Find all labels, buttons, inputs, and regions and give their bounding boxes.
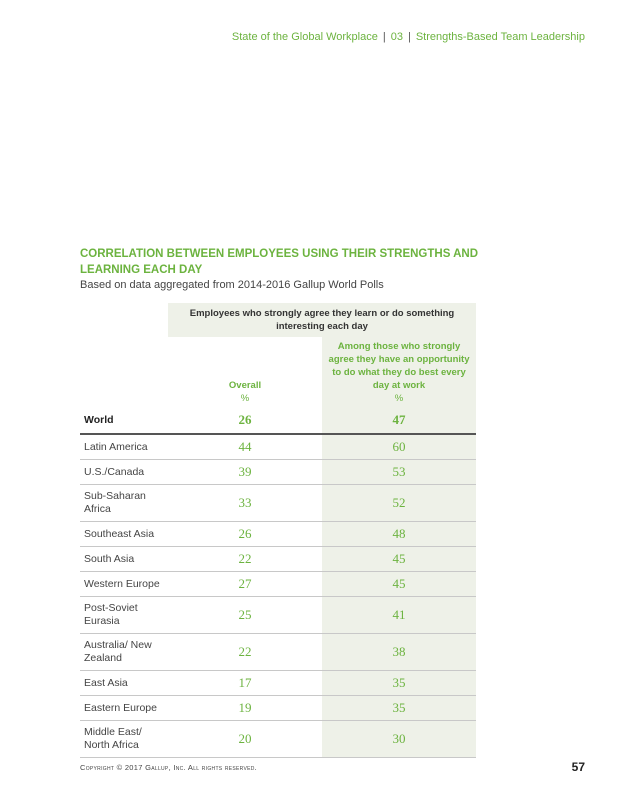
- among-value: 30: [322, 721, 476, 758]
- header-section-number: 03: [390, 31, 403, 43]
- overall-value: 19: [168, 696, 322, 721]
- table-row: [80, 721, 476, 758]
- among-value: 45: [322, 572, 476, 597]
- overall-value: 25: [168, 597, 322, 634]
- table-row: [80, 671, 476, 696]
- overall-value: 22: [168, 547, 322, 572]
- figure-title: CORRELATION BETWEEN EMPLOYEES USING THEIR STRENGTHS AND LEARNING EACH DAY: [80, 248, 479, 276]
- correlation-table: [80, 303, 476, 758]
- region-name: World: [80, 407, 168, 434]
- header-separator: |: [407, 31, 411, 43]
- table-row: [80, 434, 476, 460]
- among-value: 52: [322, 485, 476, 522]
- column-header-overall-unit: %: [240, 393, 250, 404]
- among-value: 41: [322, 597, 476, 634]
- among-value: 53: [322, 460, 476, 485]
- table-row: [80, 572, 476, 597]
- table-corner-blank: [80, 303, 168, 337]
- among-value: 48: [322, 522, 476, 547]
- column-header-among: [322, 337, 476, 407]
- overall-value: 33: [168, 485, 322, 522]
- column-header-among-label: Among those who strongly agree they have an opportunity to do what they do best every day at work: [328, 341, 470, 391]
- overall-value: 26: [168, 522, 322, 547]
- overall-value: 26: [168, 407, 322, 434]
- region-name: Post-Soviet Eurasia: [80, 597, 168, 634]
- column-header-overall-label: Overall: [228, 380, 262, 391]
- header-report-title: State of the Global Workplace: [231, 31, 378, 43]
- column-header-overall: [168, 337, 322, 407]
- region-name: Southeast Asia: [80, 522, 168, 547]
- column-header-among-unit: %: [394, 393, 404, 404]
- table-region-header-blank: [80, 337, 168, 407]
- table-row: [80, 547, 476, 572]
- region-name: East Asia: [80, 671, 168, 696]
- overall-value: 20: [168, 721, 322, 758]
- among-value: 35: [322, 671, 476, 696]
- region-name: Australia/ New Zealand: [80, 634, 168, 671]
- table-row: [80, 485, 476, 522]
- region-name: U.S./Canada: [80, 460, 168, 485]
- running-header: [232, 31, 585, 43]
- overall-value: 22: [168, 634, 322, 671]
- among-value: 47: [322, 407, 476, 434]
- overall-value: 17: [168, 671, 322, 696]
- among-value: 45: [322, 547, 476, 572]
- region-name: Sub-Saharan Africa: [80, 485, 168, 522]
- page-number: 57: [571, 760, 585, 774]
- among-value: 38: [322, 634, 476, 671]
- overall-value: 44: [168, 434, 322, 460]
- copyright-notice: Copyright © 2017 Gallup, Inc. All rights reserved.: [80, 763, 258, 772]
- table-group-header: Employees who strongly agree they learn or do something interesting each day: [168, 303, 476, 337]
- header-separator: |: [382, 31, 386, 43]
- header-chapter-title: Strengths-Based Team Leadership: [415, 31, 585, 43]
- table-row: [80, 696, 476, 721]
- region-name: Latin America: [80, 434, 168, 460]
- region-name: Middle East/ North Africa: [80, 721, 168, 758]
- table-body: [80, 407, 476, 758]
- table-row: [80, 597, 476, 634]
- table-row-world: [80, 407, 476, 434]
- region-name: Eastern Europe: [80, 696, 168, 721]
- region-name: South Asia: [80, 547, 168, 572]
- overall-value: 27: [168, 572, 322, 597]
- table-row: [80, 460, 476, 485]
- among-value: 60: [322, 434, 476, 460]
- figure-subtitle: Based on data aggregated from 2014-2016 Gallup World Polls: [80, 279, 384, 291]
- among-value: 35: [322, 696, 476, 721]
- overall-value: 39: [168, 460, 322, 485]
- table-row: [80, 522, 476, 547]
- region-name: Western Europe: [80, 572, 168, 597]
- table-row: [80, 634, 476, 671]
